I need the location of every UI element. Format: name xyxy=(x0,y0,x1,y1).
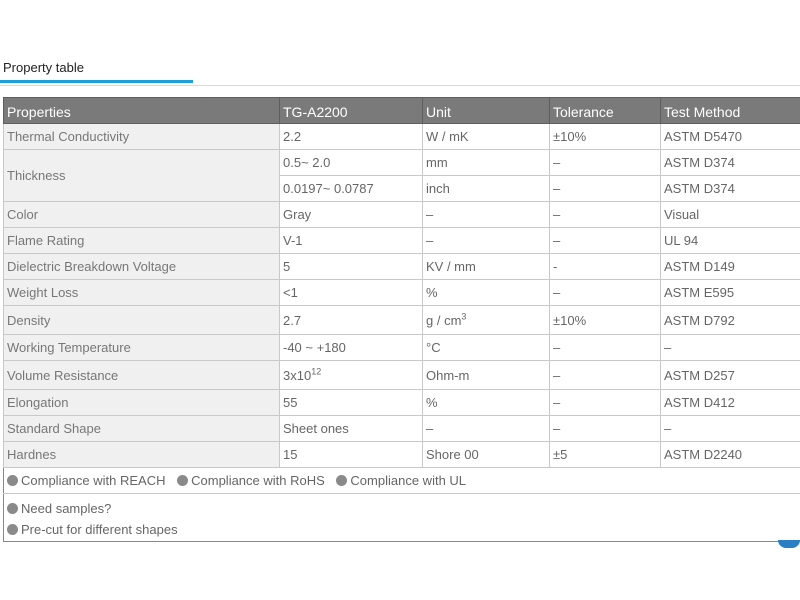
property-test-method: ASTM D257 xyxy=(661,361,800,390)
property-unit: – xyxy=(423,416,550,442)
property-tolerance: ±5 xyxy=(550,442,661,468)
unit-superscript: 3 xyxy=(461,311,467,322)
note-pre-cut xyxy=(7,519,800,540)
property-tolerance: - xyxy=(550,254,661,280)
property-name: Hardnes xyxy=(4,442,280,468)
property-unit: inch xyxy=(423,176,550,202)
property-tolerance: – xyxy=(550,280,661,306)
property-value: V-1 xyxy=(280,228,423,254)
property-unit: KV / mm xyxy=(423,254,550,280)
property-test-method: ASTM D149 xyxy=(661,254,800,280)
property-name: Dielectric Breakdown Voltage xyxy=(4,254,280,280)
bullet-icon xyxy=(7,503,18,514)
property-name: Working Temperature xyxy=(4,335,280,361)
table-row xyxy=(4,361,800,390)
property-unit: W / mK xyxy=(423,124,550,150)
property-test-method: ASTM D374 xyxy=(661,176,800,202)
compliance-ul xyxy=(336,473,466,488)
bullet-icon xyxy=(177,475,188,486)
compliance-row xyxy=(4,468,800,494)
header-properties: Properties xyxy=(4,98,280,124)
property-value: 0.0197~ 0.0787 xyxy=(280,176,423,202)
property-test-method: ASTM D2240 xyxy=(661,442,800,468)
compliance-reach xyxy=(7,473,166,488)
compliance-cell xyxy=(4,468,800,494)
bullet-icon xyxy=(336,475,347,486)
property-value: 15 xyxy=(280,442,423,468)
active-tab-indicator xyxy=(0,80,193,83)
property-table-container xyxy=(3,97,800,542)
property-value: 2.7 xyxy=(280,306,423,335)
note-label: Need samples? xyxy=(21,501,112,516)
note-label: Pre-cut for different shapes xyxy=(21,522,178,537)
property-value: 2.2 xyxy=(280,124,423,150)
table-row xyxy=(4,202,800,228)
tab-property-table[interactable]: Property table xyxy=(3,60,84,75)
property-tolerance: – xyxy=(550,361,661,390)
property-name: Density xyxy=(4,306,280,335)
compliance-label: Compliance with REACH xyxy=(21,472,166,488)
property-unit: – xyxy=(423,202,550,228)
table-row xyxy=(4,280,800,306)
property-name: Flame Rating xyxy=(4,228,280,254)
header-unit: Unit xyxy=(423,98,550,124)
table-row xyxy=(4,254,800,280)
table-header-row xyxy=(4,98,800,124)
property-tolerance: – xyxy=(550,150,661,176)
notes-cell xyxy=(4,494,800,542)
property-tolerance: – xyxy=(550,416,661,442)
property-tolerance: – xyxy=(550,335,661,361)
floating-button-edge[interactable] xyxy=(778,540,800,548)
property-name: Volume Resistance xyxy=(4,361,280,390)
bullet-icon xyxy=(7,475,18,486)
property-value: -40 ~ +180 xyxy=(280,335,423,361)
value-superscript: 12 xyxy=(311,366,322,377)
property-test-method: ASTM D792 xyxy=(661,306,800,335)
header-product: TG-A2200 xyxy=(280,98,423,124)
unit-text: g / cm xyxy=(426,312,462,328)
compliance-label: Compliance with UL xyxy=(350,472,467,488)
table-row xyxy=(4,306,800,335)
table-row xyxy=(4,442,800,468)
property-name: Weight Loss xyxy=(4,280,280,306)
property-test-method: ASTM D374 xyxy=(661,150,800,176)
property-test-method: ASTM D412 xyxy=(661,390,800,416)
property-name: Thickness xyxy=(4,150,280,202)
compliance-rohs xyxy=(177,473,325,488)
property-unit: % xyxy=(423,280,550,306)
property-tolerance: – xyxy=(550,202,661,228)
compliance-label: Compliance with RoHS xyxy=(191,472,325,488)
table-row xyxy=(4,390,800,416)
table-row xyxy=(4,150,800,176)
property-tolerance: – xyxy=(550,390,661,416)
value-text: 3x10 xyxy=(283,367,312,383)
property-value: <1 xyxy=(280,280,423,306)
header-test-method: Test Method xyxy=(661,98,800,124)
property-test-method: ASTM E595 xyxy=(661,280,800,306)
property-name: Elongation xyxy=(4,390,280,416)
table-row xyxy=(4,416,800,442)
property-tolerance: – xyxy=(550,176,661,202)
property-test-method: – xyxy=(661,416,800,442)
table-row xyxy=(4,228,800,254)
property-value: 55 xyxy=(280,390,423,416)
bullet-icon xyxy=(7,524,18,535)
property-test-method: Visual xyxy=(661,202,800,228)
property-value: 0.5~ 2.0 xyxy=(280,150,423,176)
property-test-method: – xyxy=(661,335,800,361)
property-unit: % xyxy=(423,390,550,416)
property-name: Thermal Conductivity xyxy=(4,124,280,150)
property-tolerance: – xyxy=(550,228,661,254)
property-unit: Ohm-m xyxy=(423,361,550,390)
property-unit xyxy=(423,306,550,335)
property-value: Sheet ones xyxy=(280,416,423,442)
property-tolerance: ±10% xyxy=(550,306,661,335)
note-need-samples xyxy=(7,498,800,519)
property-test-method: ASTM D5470 xyxy=(661,124,800,150)
property-value: 5 xyxy=(280,254,423,280)
property-unit: – xyxy=(423,228,550,254)
property-tolerance: ±10% xyxy=(550,124,661,150)
property-unit: °C xyxy=(423,335,550,361)
property-name: Standard Shape xyxy=(4,416,280,442)
notes-row xyxy=(4,494,800,542)
property-table xyxy=(3,97,800,542)
property-value: Gray xyxy=(280,202,423,228)
header-tolerance: Tolerance xyxy=(550,98,661,124)
property-name: Color xyxy=(4,202,280,228)
property-value xyxy=(280,361,423,390)
property-unit: Shore 00 xyxy=(423,442,550,468)
property-test-method: UL 94 xyxy=(661,228,800,254)
table-row xyxy=(4,335,800,361)
property-unit: mm xyxy=(423,150,550,176)
table-row xyxy=(4,124,800,150)
